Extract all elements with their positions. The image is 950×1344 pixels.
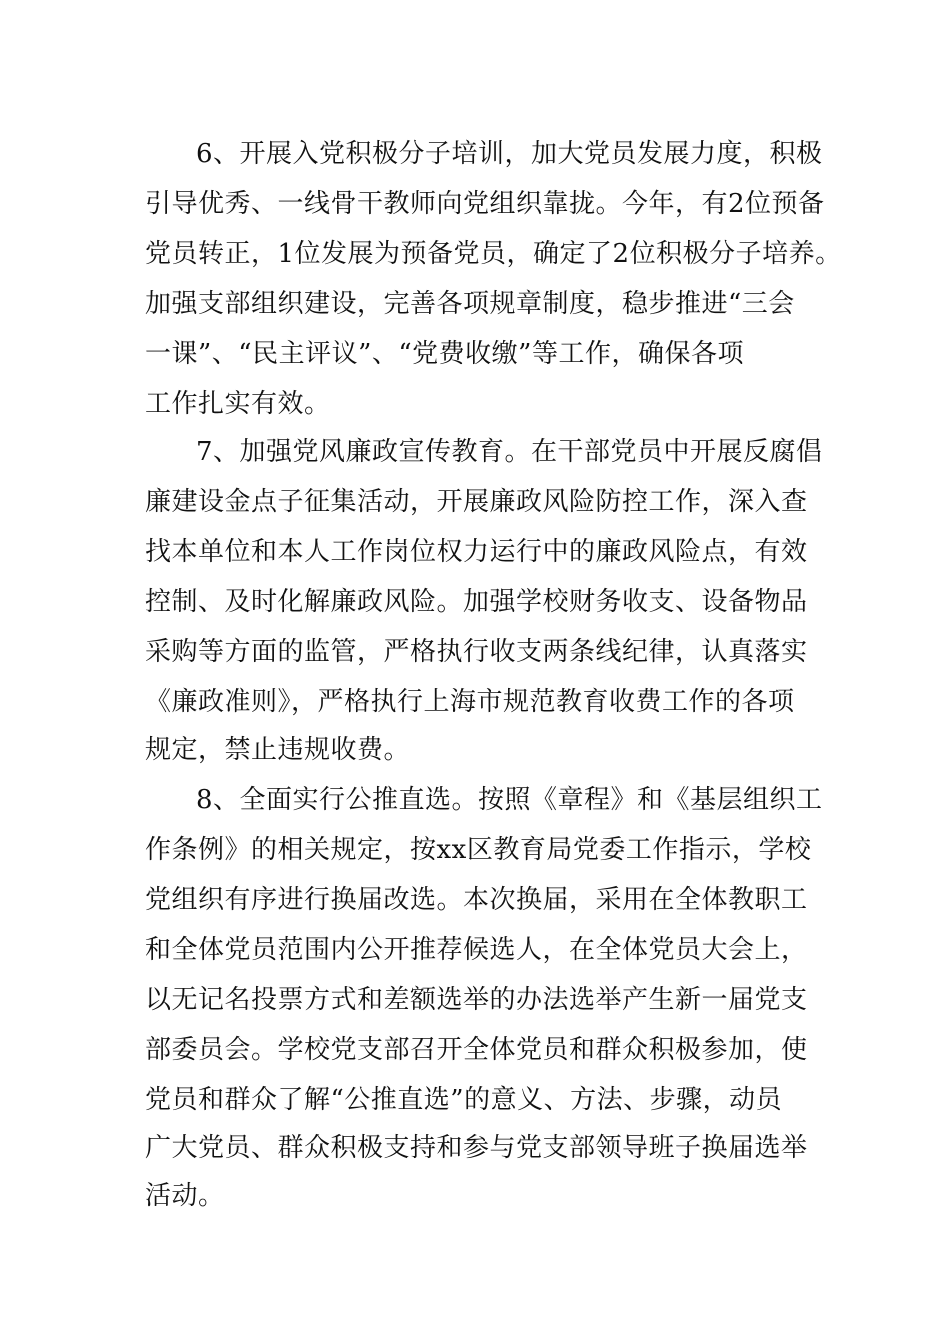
paragraph-8-line-4: 和全体党员范围内公开推荐候选人，在全体党员大会上， (145, 935, 808, 965)
paragraph-8-line-1: 8、全面实行公推直选。按照《章程》和《基层组织工 (196, 785, 823, 815)
paragraph-8-line-9: 活动。 (145, 1181, 225, 1211)
paragraph-6-line-6: 工作扎实有效。 (145, 389, 331, 419)
paragraph-6-line-1: 6、开展入党积极分子培训，加大党员发展力度，积极 (196, 139, 823, 169)
paragraph-6-line-2: 引导优秀、一线骨干教师向党组织靠拢。今年，有2位预备 (145, 189, 825, 219)
paragraph-8-line-3: 党组织有序进行换届改选。本次换届，采用在全体教职工 (145, 885, 808, 915)
paragraph-6-line-3: 党员转正，1位发展为预备党员，确定了2位积极分子培养。 (145, 239, 842, 269)
paragraph-7-line-1: 7、加强党风廉政宣传教育。在干部党员中开展反腐倡 (196, 437, 823, 467)
paragraph-7-line-3: 找本单位和本人工作岗位权力运行中的廉政风险点，有效 (145, 537, 808, 567)
paragraph-8-line-6: 部委员会。学校党支部召开全体党员和群众积极参加，使 (145, 1035, 808, 1065)
paragraph-8-line-8: 广大党员、群众积极支持和参与党支部领导班子换届选举 (145, 1133, 808, 1163)
paragraph-8-line-7: 党员和群众了解“公推直选”的意义、方法、步骤，动员 (145, 1085, 783, 1115)
paragraph-8-line-2: 作条例》的相关规定，按xx区教育局党委工作指示，学校 (145, 835, 812, 865)
paragraph-8-line-5: 以无记名投票方式和差额选举的办法选举产生新一届党支 (145, 985, 808, 1015)
paragraph-6-line-4: 加强支部组织建设，完善各项规章制度，稳步推进“三会 (145, 289, 795, 319)
paragraph-7-line-5: 采购等方面的监管，严格执行收支两条线纪律，认真落实 (145, 637, 808, 667)
paragraph-6-line-5: 一课”、“民主评议”、“党费收缴”等工作，确保各项 (145, 339, 744, 369)
paragraph-7-line-2: 廉建设金点子征集活动，开展廉政风险防控工作，深入查 (145, 487, 808, 517)
paragraph-7-line-4: 控制、及时化解廉政风险。加强学校财务收支、设备物品 (145, 587, 808, 617)
paragraph-7-line-6: 《廉政准则》，严格执行上海市规范教育收费工作的各项 (145, 687, 795, 717)
paragraph-7-line-7: 规定，禁止违规收费。 (145, 735, 411, 765)
